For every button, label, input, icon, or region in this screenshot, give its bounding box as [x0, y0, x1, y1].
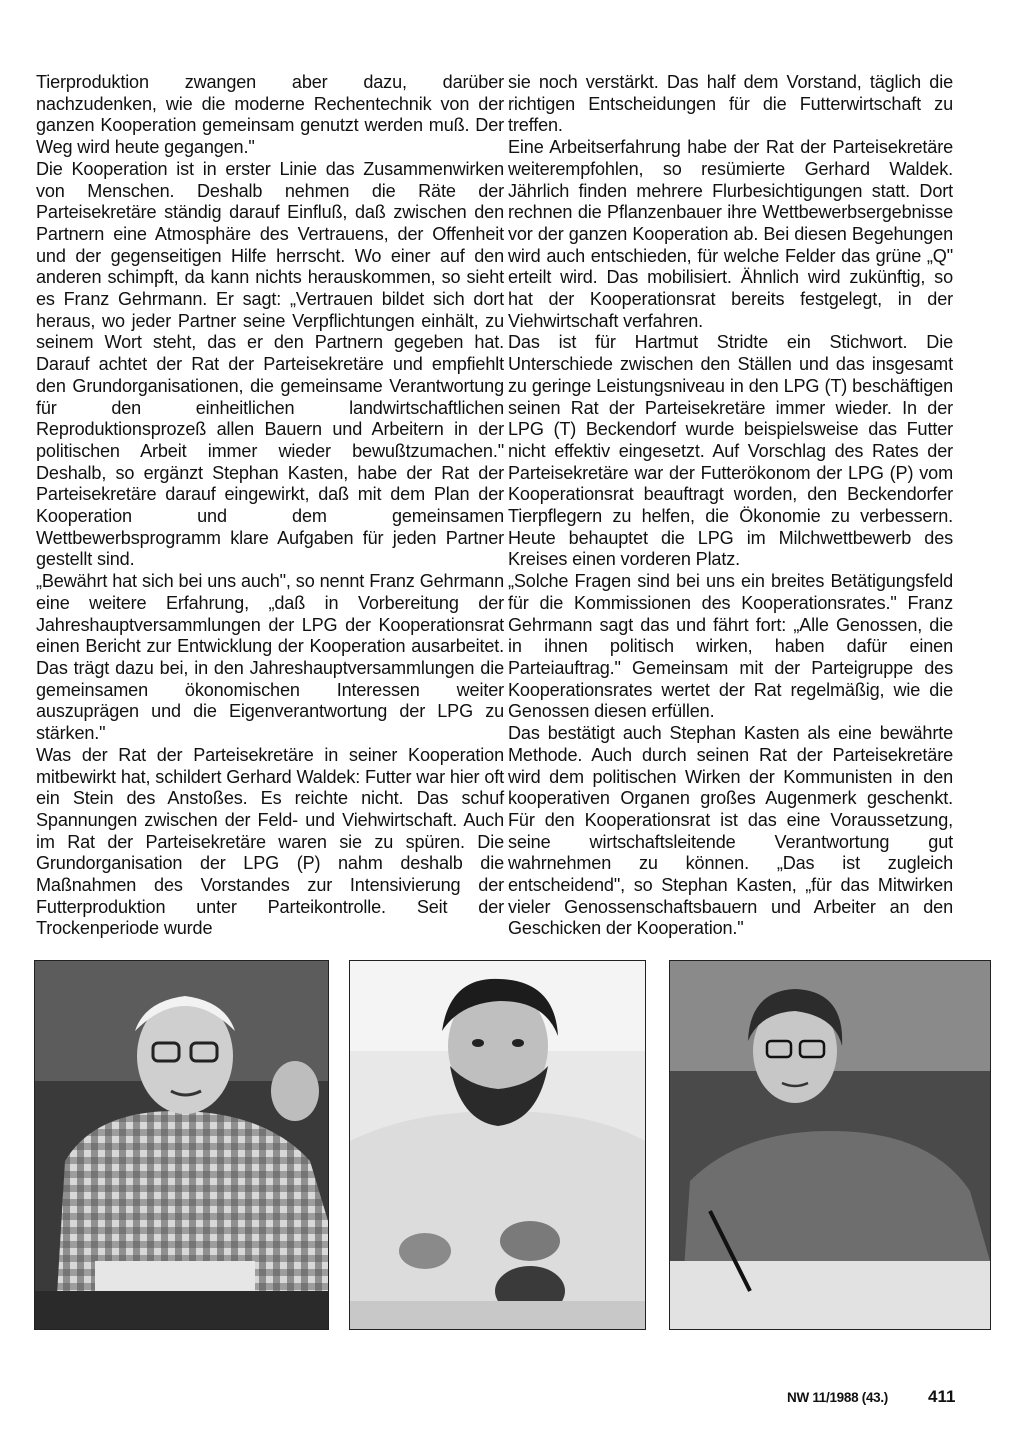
photo-older-man-glasses-checkered-shirt-icon — [35, 961, 328, 1329]
photo-woman-glasses-writing-icon — [670, 961, 990, 1329]
paragraph: Tierproduktion zwangen aber dazu, darüber nachzudenken, wie die moderne Rechentechnik von der ganzen Kooperation gemeinsam genutzt werden muß. Der Weg wird heute gegangen." — [36, 72, 504, 158]
photo-bearded-man-at-table-icon — [350, 961, 645, 1329]
publication-reference: NW 11/1988 (43.) — [787, 1390, 889, 1405]
right-text-column — [508, 72, 953, 940]
paragraph: Was der Rat der Parteisekretäre in seiner Kooperation mitbewirkt hat, schildert Gerhard Waldek: Futter war hier oft ein Stein des Anstoßes. Es reichte nicht. Das schuf Spannungen zwischen der Feld- und Viehwirtschaft. Auch im Rat der Parteisekretäre waren sie zu spüren. Die Grundorganisation der LPG (P) nahm deshalb die Maßnahmen des Vorstandes zur Intensivierung der Futterproduktion unter Parteikontrolle. Seit der Trockenperiode wurde — [36, 744, 504, 939]
photo-woman — [669, 960, 991, 1330]
paragraph: Eine Arbeitserfahrung habe der Rat der Parteisekretäre weiterempfohlen, so resümierte Gerhard Waldek. Jährlich finden mehrere Flurbesichtigungen statt. Dort rechnen die Pflanzenbauer ihre Wettbewerbsergebnisse vor der ganzen Kooperation ab. Bei diesen Begehungen wird auch entschieden, für welche Felder das grüne „Q" erteilt wird. Das mobilisiert. Ähnlich wird zukünftig, so hat der Kooperationsrat bereits festgelegt, in der Viehwirtschaft verfahren. — [508, 137, 953, 331]
left-text-column — [36, 72, 504, 940]
paragraph: Die Kooperation ist in erster Linie das Zusammenwirken von Menschen. Deshalb nehmen die Räte der Parteisekretäre ständig darauf Einfluß, daß zwischen den Partnern eine Atmosphäre des Vertrauens, der Offenheit und der gegenseitigen Hilfe herrscht. Wo einer auf den anderen schimpft, da kann nichts herauskommen, so sieht es Franz Gehrmann. Er sagt: „Vertrauen bildet sich dort heraus, wo jeder Partner seine Verpflichtungen einhält, zu seinem Wort steht, das er den Partnern gegeben hat. Darauf achtet der Rat der Parteisekretäre und empfiehlt den Grundorganisationen, die gemeinsame Verantwortung für den einheitlichen landwirtschaftlichen Reproduktionsprozeß allen Bauern und Arbeitern in der politischen Arbeit immer wieder bewußtzumachen." Deshalb, so ergänzt Stephan Kasten, habe der Rat der Parteisekretäre darauf eingewirkt, daß mit dem Plan der Kooperation und dem gemeinsamen Wettbewerbsprogramm klare Aufgaben für jeden Partner gestellt sind. — [36, 158, 504, 570]
paragraph: sie noch verstärkt. Das half dem Vorstand, täglich die richtigen Entscheidungen für die Futterwirtschaft zu treffen. — [508, 72, 953, 136]
paragraph: Das bestätigt auch Stephan Kasten als eine bewährte Methode. Auch durch seinen Rat der Parteisekretäre wird dem politischen Wirken der Kommunisten in den kooperativen Organen großes Augenmerk geschenkt. Für den Kooperationsrat ist das eine Voraussetzung, seine wirtschaftsleitende Verantwortung gut wahrnehmen zu können. „Das ist zugleich entscheidend", so Stephan Kasten, „für das Mitwirken vieler Genossenschaftsbauern und Arbeiter an den Geschicken der Kooperation." — [508, 723, 953, 939]
page-number: 411 — [928, 1387, 956, 1406]
photo-older-man — [34, 960, 329, 1330]
paragraph: „Bewährt hat sich bei uns auch", so nennt Franz Gehrmann eine weitere Erfahrung, „daß in Vorbereitung der Jahreshauptversammlungen der LPG der Kooperationsrat einen Bericht zur Entwicklung der Kooperation ausarbeitet. Das trägt dazu bei, in den Jahreshauptversammlungen die gemeinsamen ökonomischen Interessen weiter auszuprägen und die Eigenverantwortung der LPG zu stärken." — [36, 571, 504, 744]
photo-bearded-man — [349, 960, 646, 1330]
paragraph: „Solche Fragen sind bei uns ein breites Betätigungsfeld für die Kommissionen des Kooperationsrates." Franz Gehrmann sagt das und fährt fort: „Alle Genossen, die in ihnen politisch wirken, haben dafür einen Parteiauftrag." Gemeinsam mit der Parteigruppe des Kooperationsrates wertet der Rat regelmäßig, wie die Genossen diesen erfüllen. — [508, 571, 953, 722]
paragraph: Das ist für Hartmut Stridte ein Stichwort. Die Unterschiede zwischen den Ställen und das insgesamt zu geringe Leistungsniveau in den LPG (T) beschäftigen seinen Rat der Parteisekretäre immer wieder. In der LPG (T) Beckendorf wurde beispielsweise das Futter nicht effektiv eingesetzt. Auf Vorschlag des Rates der Parteisekretäre war der Futterökonom der LPG (P) vom Kooperationsrat beauftragt worden, den Beckendorfer Tierpflegern zu helfen, die Ökonomie zu verbessern. Heute behauptet die LPG im Milchwettbewerb des Kreises einen vorderen Platz. — [508, 332, 953, 570]
